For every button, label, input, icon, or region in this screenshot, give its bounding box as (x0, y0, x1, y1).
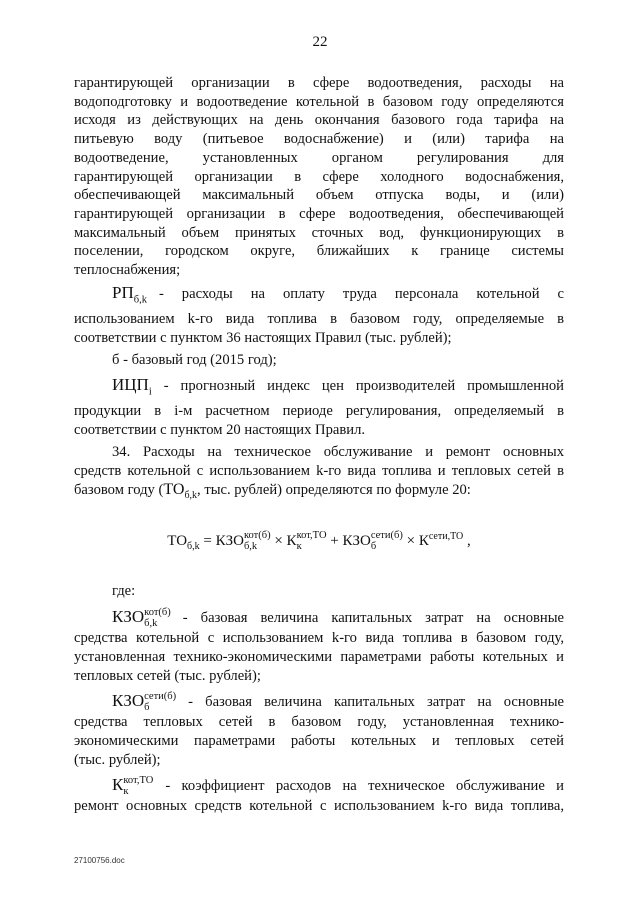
definition-first-line (74, 284, 564, 310)
definition-kzo-seti (74, 691, 564, 769)
paragraph-34 (74, 443, 564, 505)
text-line: исходя из действующих на день окончания базового года тарифа на (74, 112, 564, 129)
term-k-kot-to: К кот,ТО к (112, 775, 154, 798)
text-line: средства котельной с использованием k-го вида топлива в базовом году, (74, 630, 564, 647)
term-to: $ТО_{б,k}$ (163, 480, 198, 502)
page-number: 22 (312, 34, 328, 50)
footer-filename: 27100756.doc (74, 856, 125, 865)
text-line: 34. Расходы на техническое обслуживание и ремонт основных (112, 444, 564, 461)
definition-text: - прогнозный индекс цен производителей промышленной (163, 377, 564, 394)
text-line: базовом году ($ТО_{б,k}$, тыс. рублей) определяются по формуле 20: (74, 480, 471, 502)
text-line: гарантирующей организации в сфере холодного водоснабжения, (74, 168, 564, 185)
definition-text: - базовая величина капитальных затрат на основные (182, 610, 564, 627)
text-line: продукции в i-м расчетном периоде регулирования, определяемый в (74, 403, 564, 420)
paragraph-water-costs (74, 74, 564, 280)
definition-kzo-kot (74, 607, 564, 685)
index-stack: кот,ТО к (296, 530, 327, 553)
term-kzo-kot: КЗО кот(б) б,k (112, 607, 171, 630)
index-stack: кот,ТО к (123, 775, 154, 798)
term-rp: $РП_{б,k}$ (112, 282, 147, 306)
term-icp: $ИЦП_i$ (112, 374, 152, 398)
text-line: соответствии с пунктом 36 настоящих Правил (тыс. рублей); (74, 329, 452, 346)
text-line: водоотведение, установленных органом регулирования для (74, 149, 564, 166)
text-line: ремонт основных средств котельной с использованием k-го вида топлива, (74, 798, 564, 815)
text-line: соответствии с пунктом 20 настоящих Правил. (74, 421, 365, 438)
document-body (74, 74, 564, 816)
text-line: средств котельной с использованием k-го вида топлива и тепловых сетей в (74, 463, 564, 480)
index-stack: кот(б) б,k (144, 607, 171, 630)
formula-20: $ТО_{б,k}$ = КЗО кот(б) б,k × К кот,ТО к + КЗО сети(б) б × $К^{сети,ТО}$ , (167, 530, 471, 553)
text-line: гарантирующей организации в сфере водоотведения, обеспечивающей (74, 205, 564, 222)
definition-text: - расходы на оплату труда персонала котельной с (158, 285, 564, 302)
index-stack: сети(б) б (144, 691, 177, 714)
definition-k-kot-to (74, 775, 564, 816)
text-line: (тыс. рублей); (74, 751, 161, 768)
text-line: гарантирующей организации в сфере водоотведения, расходы на (74, 75, 564, 91)
text-line: экономическими параметрами работы котельных и тепловых сетей (74, 732, 564, 749)
definition-text: - базовая величина капитальных затрат на основные (188, 694, 564, 711)
index-stack: кот(б) б,k (243, 530, 271, 553)
text-line: установленная технико-экономическими параметрами работы котельных и (74, 648, 564, 665)
definition-first-line (74, 607, 564, 629)
text-line: тепловых сетей (тыс. рублей); (74, 667, 261, 684)
base-year-definition: б - базовый год (2015 год); (112, 352, 277, 369)
text-line: обеспечивающей максимальный объем отпуска воды, и (или) (74, 187, 564, 204)
definition-first-line (74, 775, 564, 797)
definition-icp (74, 376, 564, 440)
text-line: использованием k-го вида топлива в базовом году, определяемые в (74, 310, 564, 327)
text-line: теплоснабжения; (74, 262, 181, 279)
index-stack: сети(б) б (370, 530, 403, 553)
text-line: средства тепловых сетей в базовом году, установленная технико- (74, 714, 564, 731)
text-line: питьевую воду (питьевое водоснабжение) и (или) тарифа на (74, 131, 564, 148)
definition-first-line (74, 376, 564, 402)
where-label: где: (112, 583, 136, 600)
text-line: поселении, городском округе, ближайших к границе системы (74, 243, 564, 260)
definition-rp (74, 284, 564, 348)
definition-text: - коэффициент расходов на техническое обслуживание и (165, 778, 564, 795)
definition-first-line (74, 691, 564, 713)
text-line: максимальный объем принятых сточных вод, функционирующих в (74, 224, 564, 241)
text-line: водоподготовку и водоотведение котельной в базовом году определяются (74, 93, 564, 110)
term-kzo-seti: КЗО сети(б) б (112, 691, 177, 714)
